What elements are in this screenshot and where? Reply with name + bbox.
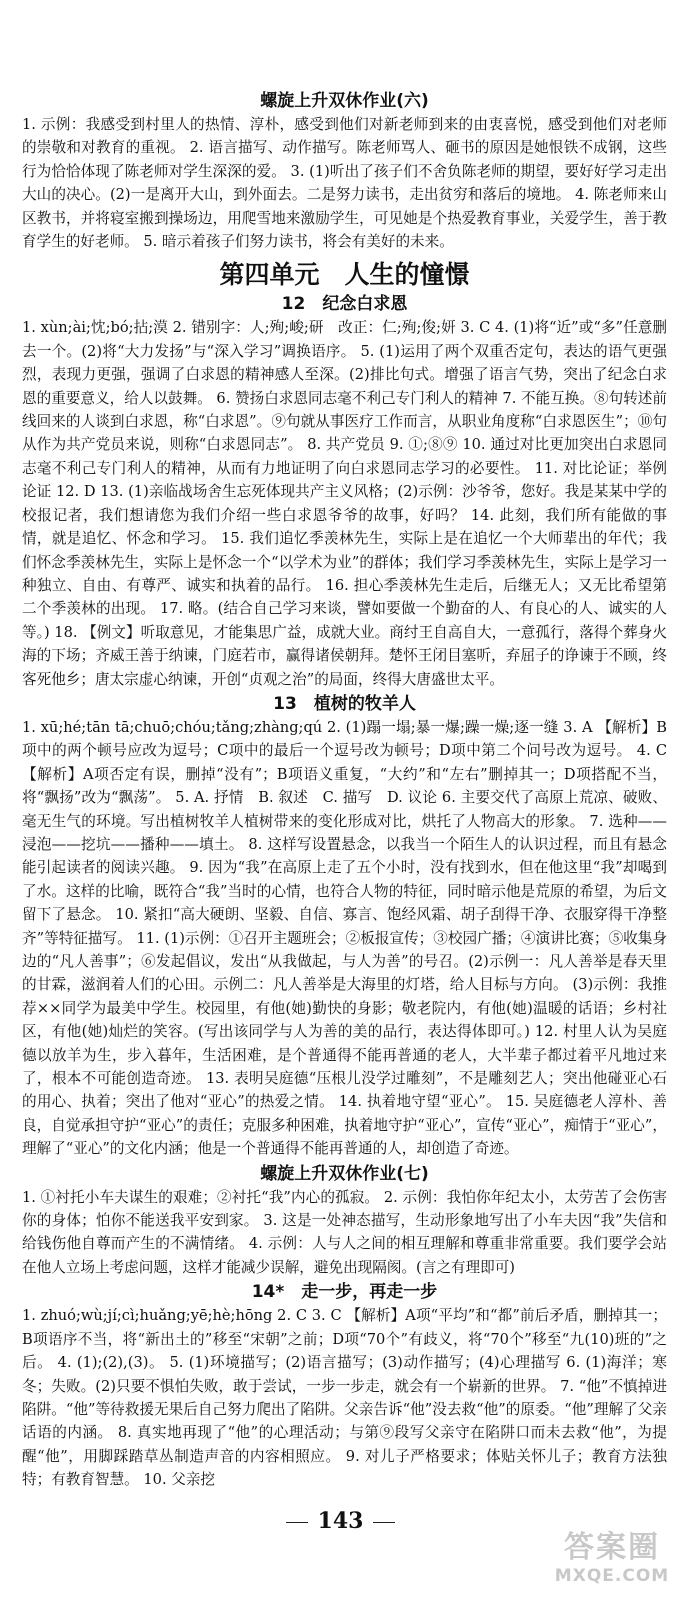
section-title: 螺旋上升双休作业(七) xyxy=(260,1163,429,1184)
lesson-title: 13 植树的牧羊人 xyxy=(273,693,416,714)
lesson-answers: 1. zhuó;wù;jí;cì;huǎng;yē;hè;hōng 2. C 3. C 【解析】A项“平均”和“都”前后矛盾，删掉其一；B项语序不当，将“新出土的”移至“宋朝”之前；D项“70个”有歧义，将“70个”移至“九(10)班的”之后。 4. (1);(2),(3)。 5. (1)环境描写；(2)语言描写；(3)动作描写；(4)心理描写 6. (1)海洋；寒冬；失败。(2)只要不惧怕失败，敢于尝试，一步一步走，就会有一个崭新的世界。 7. “他”不慎掉进陷阱。“他”等待救援无果后自己努力爬出了陷阱。父亲告诉“他”没去救“他”的原委。“他”理解了父亲话语的内涵。 8. 真实地再现了“他”的心理活动；与第⑨段写父亲守在陷阱口而未去救“他”，为提醒“他”，用脚踩踏草丛制造声音的内容相照应。 9. 对儿子严格要求；体贴关怀儿子；教育方法独特；有教育智慧。 10. 父亲挖 xyxy=(22,1307,667,1489)
watermark-logo xyxy=(553,1530,671,1592)
watermark-sub-text: MXQE.COM xyxy=(554,1566,670,1586)
lesson-answers: 1. xū;hé;tān tā;chuō;chóu;tǎng;zhàng;qú 2. (1)蹋一塌;暴一爆;躁一燥;逐一缝 3. A 【解析】B项中的两个顿号应改为逗号；C项中的最后一个逗号改为顿号；D项中第二个问号改为逗号。 4. C 【解析】A项否定有误，删掉“没有”；B项语义重复，“大约”和“左右”删掉其一；D项搭配不当，将“飘扬”改为“飘荡”。 5. A. 抒情 B. 叙述 C. 描写 D. 议论 6. 主要交代了高原上荒凉、破败、毫无生气的环境。写出植树牧羊人植树带来的变化形成对比，烘托了人物高大的形象。 7. 选种——浸泡——挖坑——播种——填土。 8. 这样写设置悬念，以我当一个陌生人的认识过程，而且有悬念能引起读者的阅读兴趣。 9. 因为“我”在高原上走了五个小时，没有找到水，但在他这里“我”却喝到了水。这样的比喻，既符合“我”当时的心情，也符合人物的特征，同时暗示他是荒原的希望，为后文留下了悬念。 10. 紧扣“高大硬朗、坚毅、自信、寡言、饱经风霜、胡子刮得干净、衣服穿得干净整齐”等特征描写。 11. (1)示例：①召开主题班会；②板报宣传；③校园广播；④演讲比赛；⑤收集身边的“凡人善事”；⑥发起倡议，发出“从我做起，与人为善”的号召。(2)示例一：凡人善举是春天里的甘霖，滋润着人们的心田。示例二：凡人善举是大海里的灯塔，给人目标与方向。 (3)示例：我推荐××同学为最美中学生。校园里，有他(她)勤快的身影；敬老院内，有他(她)温暖的话语；乡村社区，有他(她)灿烂的笑容。(写出该同学与人为善的美的品行，表达得体即可。) 12. 村里人认为吴庭德以放羊为生，步入暮年，生活困难，是个普通得不能再普通的老人，大半辈子都过着平凡地过来了，根本不可能创造奇迹。 13. 表明吴庭德“压根儿没学过雕刻”，不是雕刻艺人；突出他碰亚心石的用心、执着；突出了他对“亚心”的热爱之情。 14. 执着地守望“亚心”。 15. 吴庭德老人淳朴、善良，自觉承担守护“亚心”的责任；克服多种困难，执着地守护“亚心”，宣传“亚心”，痴情于“亚心”，理解了“亚心”的文化内涵；他是一个普通得不能再普通的人，却创造了奇迹。 xyxy=(22,718,667,1158)
page-number-dash xyxy=(373,1522,395,1523)
page-number-dash xyxy=(286,1522,308,1523)
section-answers: 1. ①衬托小车夫谋生的艰难；②衬托“我”内心的孤寂。 2. 示例：我怕你年纪太小，太劳苦了会伤害你的身体；怕你不能送我平安到家。 3. 这是一处神态描写，生动形象地写出了小车夫因“我”失信和给钱伤他自尊而产生的不满情绪。 4. 示例：人与人之间的相互理解和尊重非常重要。我们要学会站在他人立场上考虑问题，这样才能减少误解，避免出现隔阂。(言之有理即可) xyxy=(22,1188,667,1276)
section-title: 螺旋上升双休作业(六) xyxy=(260,91,429,111)
page-number-text: 143 xyxy=(317,1508,364,1534)
unit-title: 第四单元 人生的憧憬 xyxy=(219,260,470,290)
watermark-main-text: 答案圈 xyxy=(564,1530,660,1565)
lesson-answers: 1. xùn;ài;忱;bó;拈;漠 2. 错别字：人;殉;峻;研 改正：仁;殉;俊;妍 3. C 4. (1)将“近”或“多”任意删去一个。(2)将“大力发扬”与“深入学习”调换语序。 5. (1)运用了两个双重否定句，表达的语气更强烈，表现力更强，强调了白求恩的精神感人至深。(2)排比句式。增强了语言气势，突出了纪念白求恩的重要意义，给人以鼓舞。 6. 赞扬白求恩同志毫不利己专门利人的精神 7. 不能互换。⑧句转述前线回来的人谈到白求恩，称“白求恩”。⑨句就从事医疗工作而言，从职业角度称“白求恩医生”；⑩句从作为共产党员来说，则称“白求恩同志”。 8. 共产党员 9. ①;⑧⑨ 10. 通过对比更加突出白求恩同志毫不利己专门利人的精神，从而有力地证明了向白求恩同志学习的必要性。 11. 对比论证；举例论证 12. D 13. (1)亲临战场舍生忘死体现共产主义风格；(2)示例：沙爷爷，您好。我是某某中学的校报记者，我们想请您为我们介绍一些白求恩爷爷的故事，好吗？ 14. 此刻，我们所有能做的事情，就是追忆、怀念和学习。 15. 我们追忆季羡林先生，实际上是在追忆一个大师辈出的年代；我们怀念季羡林先生，实际上是怀念一个“以学术为业”的群体；我们学习季羡林先生，实际上是学习一种独立、自由、有尊严、诚实和执着的品行。 16. 担心季羡林先生走后，后继无人；又无比希望第二个季羡林的出现。 17. 略。(结合自己学习来谈，譬如要做一个勤奋的人、有良心的人、诚实的人等。) 18. 【例文】听取意见，才能集思广益，成就大业。商纣王自高自大，一意孤行，落得个葬身火海的下场；齐威王善于纳谏，门庭若市，赢得诸侯朝拜。楚怀王闭目塞听，弃屈子的诤谏于不顾，终客死他乡；唐太宗虚心纳谏，开创“贞观之治”的局面，终得大唐盛世太平。 xyxy=(22,319,667,688)
section-answers: 1. 示例：我感受到村里人的热情、淳朴，感受到他们对新老师到来的由衷喜悦，感受到他们对老师的崇敬和对教育的重视。 2. 语言描写、动作描写。陈老师骂人、砸书的原因是她恨铁不成钢，这些行为恰恰体现了陈老师对学生深深的爱。 3. (1)听出了孩子们不舍负陈老师的期望，要好好学习走出大山的决心。(2)一是离开大山，到外面去。二是努力读书，走出贫穷和落后的境地。 4. 陈老师来山区教书，并将寝室搬到操场边，用爬雪地来激励学生，可见她是个热爱教育事业，关爱学生，善于教育学生的好老师。 5. 暗示着孩子们努力读书，将会有美好的未来。 xyxy=(22,116,667,251)
lesson-title: 12 纪念白求恩 xyxy=(281,294,408,315)
lesson-title: 14* 走一步，再走一步 xyxy=(251,1282,438,1303)
page-content xyxy=(22,88,667,1492)
